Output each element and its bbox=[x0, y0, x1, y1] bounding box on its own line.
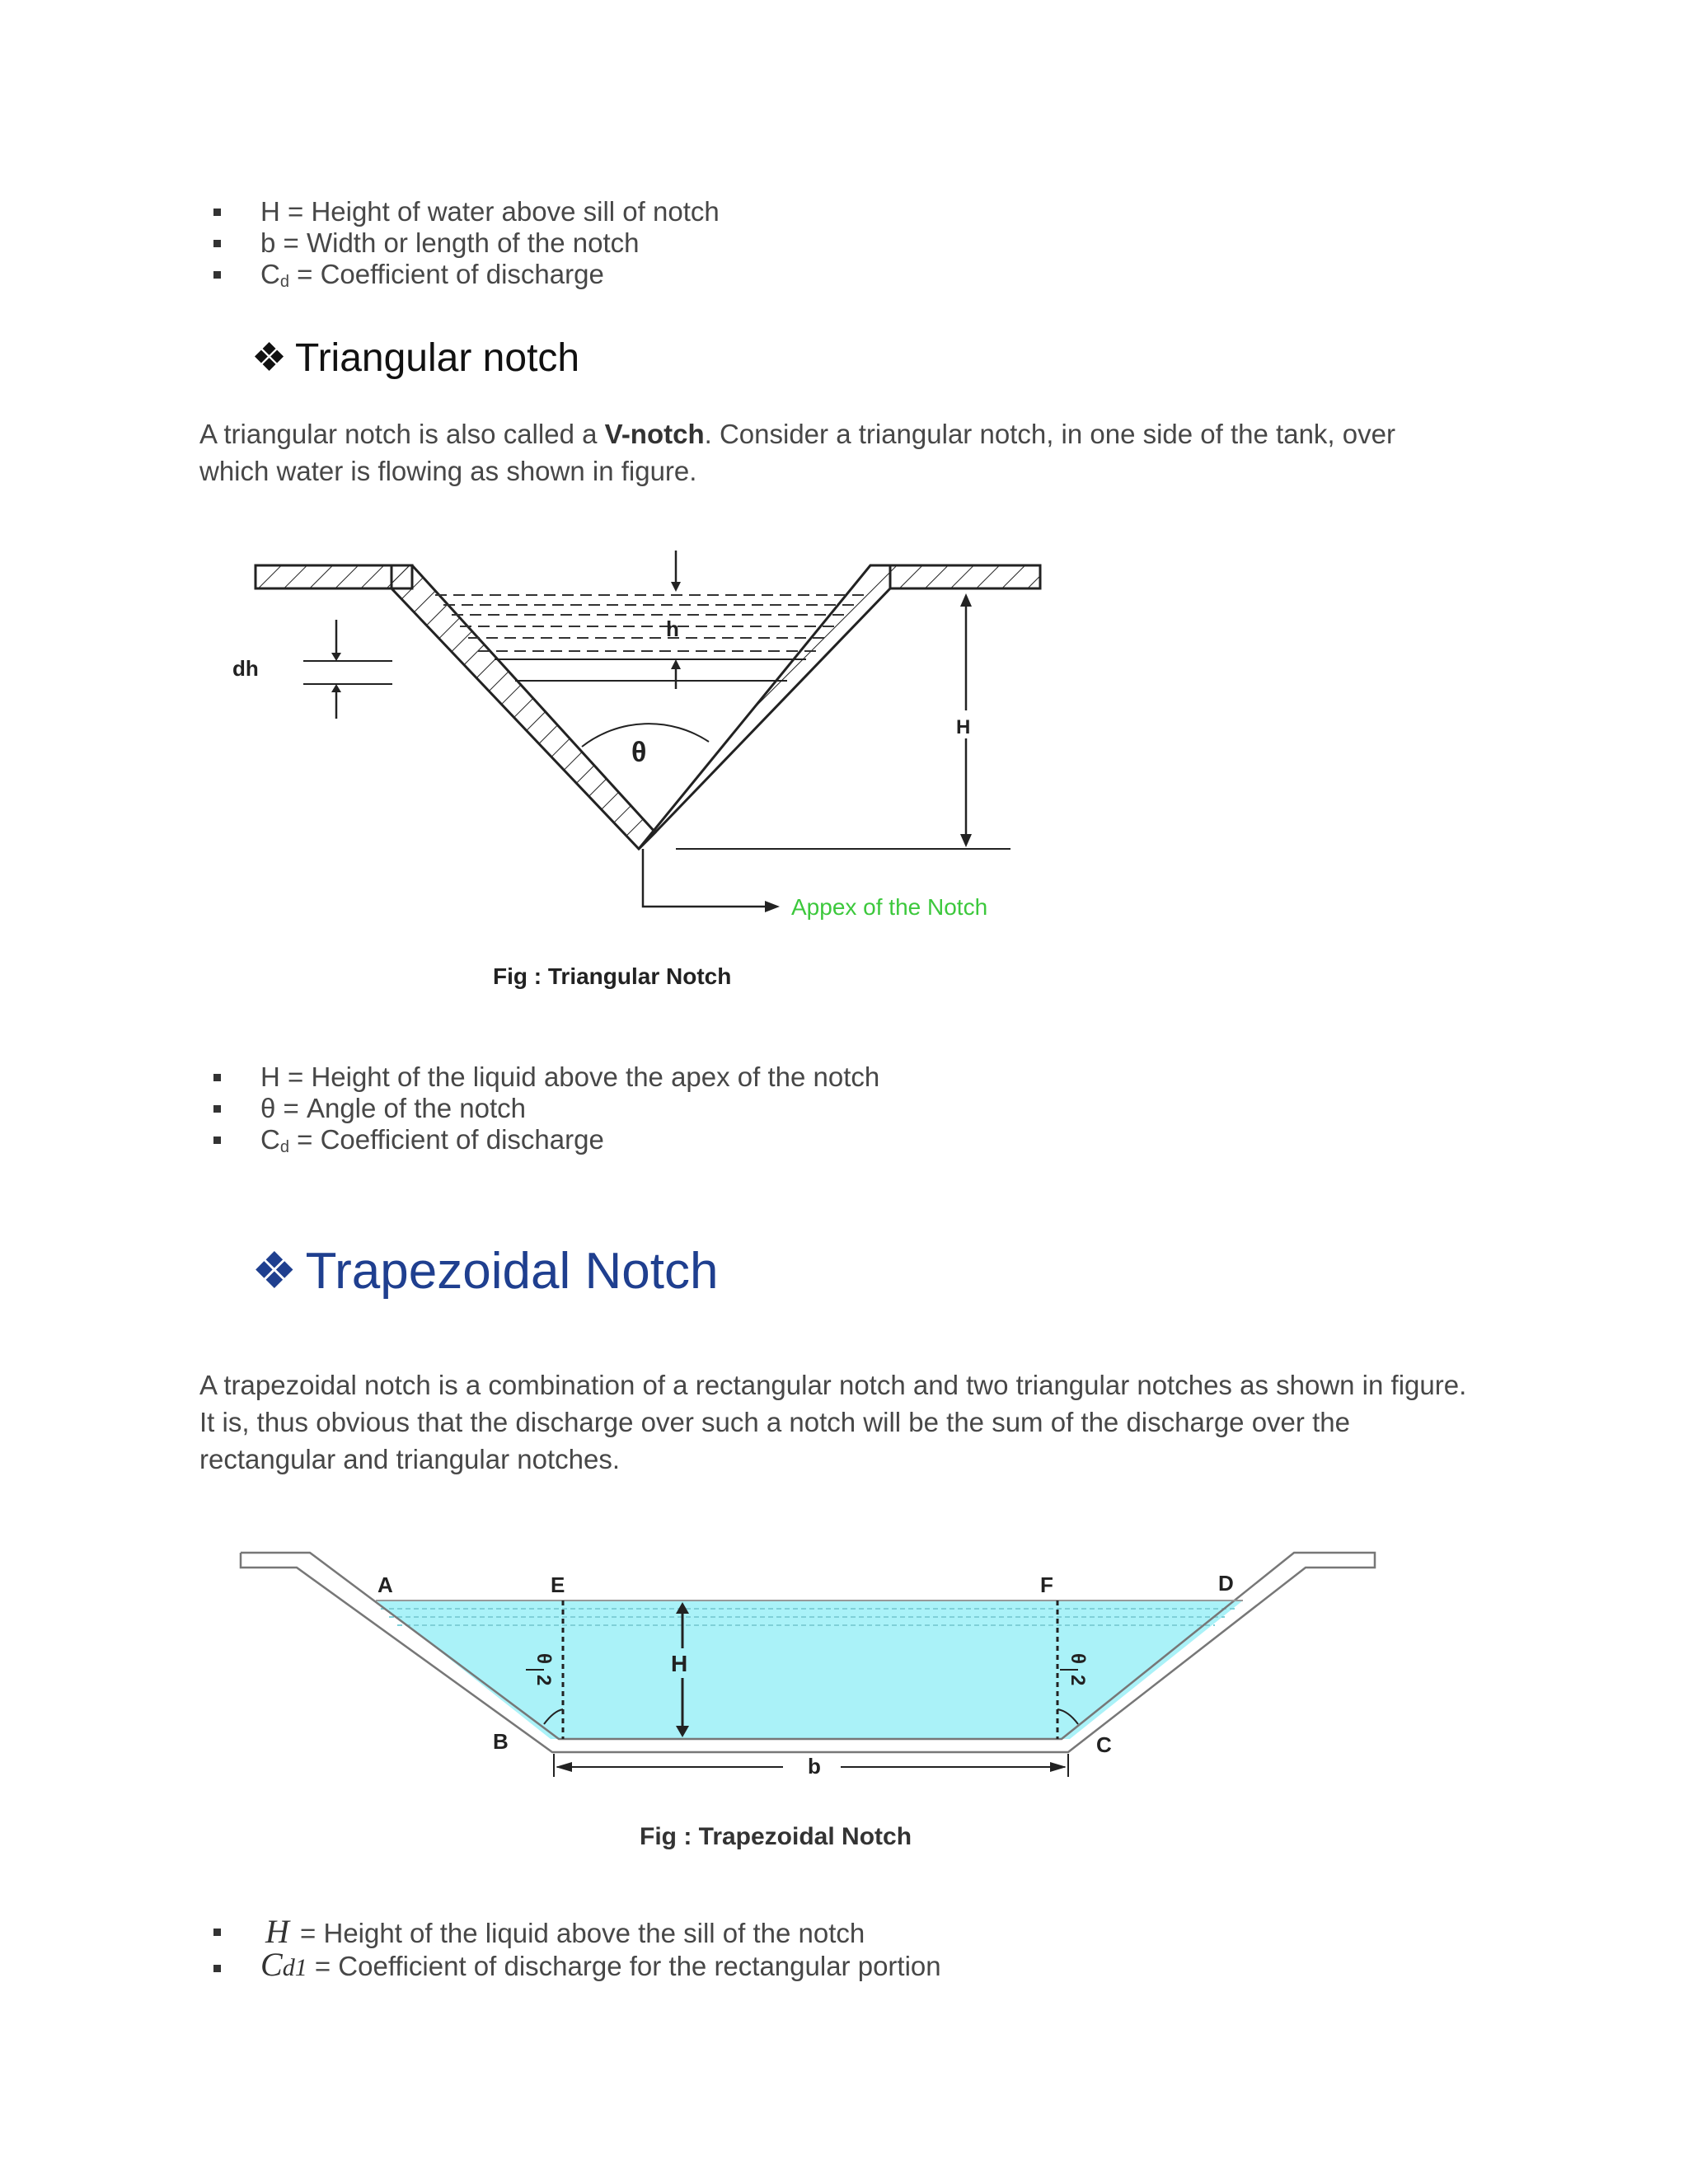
section-heading-triangular: ❖ Triangular notch bbox=[251, 334, 579, 383]
list-item: b = Width or length of the notch bbox=[0, 227, 720, 259]
triangular-variable-list bbox=[0, 1062, 879, 1155]
bullet-square-icon bbox=[213, 1137, 221, 1144]
section-heading-trapezoidal: ❖ Trapezoidal Notch bbox=[251, 1240, 718, 1303]
right-plate bbox=[890, 565, 1040, 588]
label-B: B bbox=[493, 1729, 509, 1754]
apex-pointer-arrow-icon bbox=[765, 901, 780, 912]
list-item: $C_d$ = Coefficient of discharge bbox=[0, 259, 720, 290]
label-h: h bbox=[666, 616, 679, 641]
label-E: E bbox=[551, 1572, 565, 1597]
svg-text:2: 2 bbox=[1067, 1675, 1089, 1686]
list-item: H = Height of water above sill of notch bbox=[0, 196, 720, 227]
list-item: H = Height of the liquid above the apex of the notch bbox=[0, 1062, 879, 1093]
label-b: b bbox=[808, 1754, 821, 1779]
left-wall bbox=[392, 565, 655, 849]
label-theta: θ bbox=[631, 737, 647, 768]
trapezoidal-notch-figure bbox=[0, 1533, 1688, 1863]
figure-caption-trapezoidal: Fig : Trapezoidal Notch bbox=[640, 1823, 912, 1850]
bullet-square-icon bbox=[213, 1105, 221, 1113]
list-item: θ = Angle of the notch bbox=[0, 1093, 879, 1124]
right-wall bbox=[639, 565, 890, 849]
bullet-square-icon bbox=[213, 1074, 221, 1081]
figure-caption-triangular: Fig : Triangular Notch bbox=[493, 963, 732, 989]
water-lines bbox=[435, 595, 867, 651]
svg-text:θ: θ bbox=[1067, 1653, 1089, 1664]
label-F: F bbox=[1040, 1572, 1053, 1597]
label-D: D bbox=[1218, 1571, 1234, 1596]
left-plate bbox=[256, 565, 412, 588]
four-diamond-icon: ❖ bbox=[251, 336, 288, 380]
trapezoidal-variable-list bbox=[0, 1914, 941, 1986]
list-item: $C_d$ = Coefficient of discharge bbox=[0, 1124, 879, 1155]
list-item: H = Height of the liquid above the sill of the notch bbox=[0, 1914, 941, 1950]
triangular-notch-figure bbox=[0, 0, 1688, 1030]
four-diamond-icon: ❖ bbox=[251, 1243, 298, 1300]
label-dh: dh bbox=[232, 656, 259, 681]
svg-text:2: 2 bbox=[532, 1675, 555, 1686]
appex-label: Appex of the Notch bbox=[791, 894, 988, 920]
label-H: H bbox=[956, 716, 971, 738]
label-H-trap: H bbox=[671, 1651, 688, 1676]
label-C: C bbox=[1096, 1732, 1112, 1757]
trapezoidal-paragraph: A trapezoidal notch is a combination of a rectangular notch and two triangular notches as shown in figure. It is, thus obvious that the discharge over such a notch will be the sum of the discharge over the rectangular and triangular notches. bbox=[199, 1370, 1467, 1474]
bullet-square-icon bbox=[213, 1965, 221, 1972]
list-item: Cd1 = Coefficient of discharge for the rectangular portion bbox=[0, 1950, 941, 1986]
label-A: A bbox=[377, 1572, 393, 1597]
apex-pointer-line bbox=[643, 849, 770, 907]
svg-text:θ: θ bbox=[532, 1653, 555, 1664]
bullet-square-icon bbox=[213, 1929, 221, 1936]
triangular-paragraph: A triangular notch is also called a V-notch. Consider a triangular notch, in one side of the tank, over which water is flowing as shown in figure. bbox=[199, 419, 1395, 486]
